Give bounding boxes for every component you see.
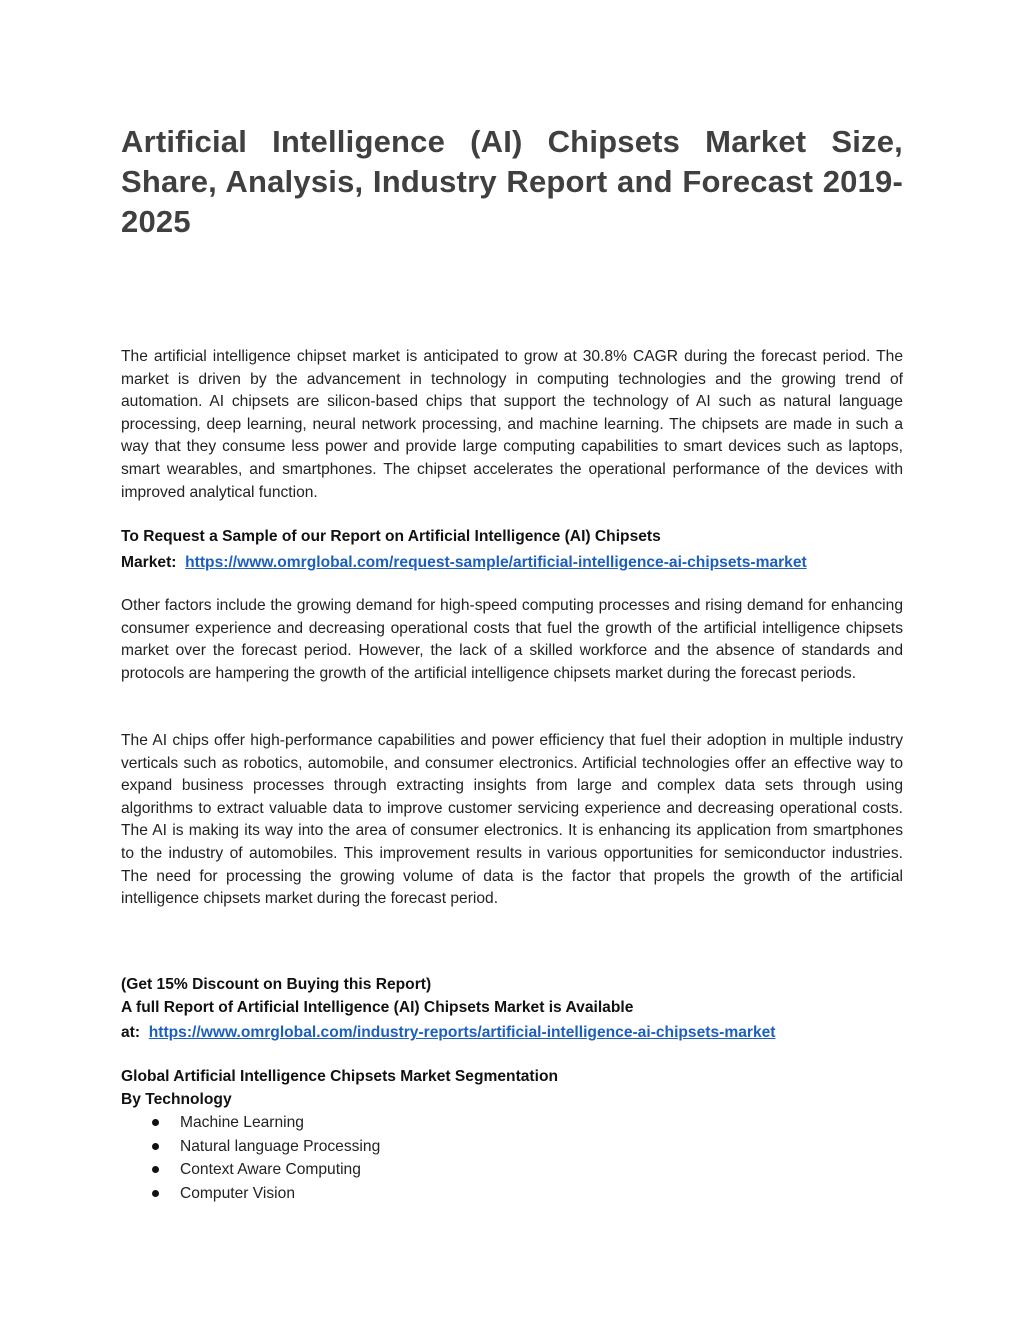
document-title: Artificial Intelligence (AI) Chipsets Market Size, Share, Analysis, Industry Report and Forecast 2019-2025: [121, 124, 903, 239]
list-item-label: Computer Vision: [180, 1184, 295, 1202]
ai-chips-paragraph: The AI chips offer high-performance capabilities and power efficiency that fuel their adoption in multiple industry verticals such as robotics, automobile, and consumer electronics. Artificial technologies offer an effective way to expand business processes through extracting insights from large and complex data sets through using algorithms to extract valuable data to improve customer servicing experience and decreasing operational costs. The AI is making its way into the area of consumer electronics. It is enhancing its application from smartphones to the industry of automobiles. This improvement results in various opportunities for semiconductor industries. The need for processing the growing volume of data is the factor that propels the growth of the artificial intelligence chipsets market during the forecast period.: [121, 732, 903, 908]
bullet-icon: [152, 1190, 159, 1197]
segmentation-subheading: By Technology: [121, 1090, 232, 1108]
full-report-link-line: [121, 1022, 903, 1045]
bullet-icon: [152, 1119, 159, 1126]
factors-section: [121, 595, 903, 685]
intro-section: [121, 346, 903, 504]
sample-request-text: To Request a Sample of our Report on Artificial Intelligence (AI) Chipsets: [121, 528, 661, 545]
discount-section: [121, 974, 903, 1045]
technology-list: [121, 1111, 903, 1205]
list-item-label: Context Aware Computing: [180, 1161, 361, 1179]
bullet-icon: [152, 1143, 159, 1150]
sample-request-link-line: [121, 552, 903, 575]
list-item-label: Machine Learning: [180, 1114, 304, 1132]
sample-request-link[interactable]: https://www.omrglobal.com/request-sample/artificial-intelligence-ai-chipsets-market: [185, 553, 807, 571]
discount-text: (Get 15% Discount on Buying this Report): [121, 976, 432, 993]
list-item: [121, 1135, 903, 1159]
list-item-label: Natural language Processing: [180, 1137, 381, 1155]
bullet-icon: [152, 1166, 159, 1173]
intro-paragraph: The artificial intelligence chipset market is anticipated to grow at 30.8% CAGR during the forecast period. The market is driven by the advancement in technology in computing technologies and the growing trend of automation. AI chipsets are silicon-based chips that support the technology of AI such as natural language processing, deep learning, neural network processing, and machine learning. The chipsets are made in such a way that they consume less power and provide large computing capabilities to smart devices such as laptops, smart wearables, and smartphones. The chipset accelerates the operational performance of the devices with improved analytical function.: [121, 348, 903, 501]
sample-request-section: [121, 526, 903, 574]
factors-paragraph: Other factors include the growing demand for high-speed computing processes and rising demand for enhancing consumer experience and decreasing operational costs that fuel the growth of the artificial intelligence chipsets market over the forecast period. However, the lack of a skilled workforce and the absence of standards and protocols are hampering the growth of the artificial intelligence chipsets market during the forecast periods.: [121, 597, 903, 682]
sample-request-prefix: Market:: [121, 553, 177, 571]
full-report-text: A full Report of Artificial Intelligence (AI) Chipsets Market is Available: [121, 998, 634, 1016]
full-report-link[interactable]: https://www.omrglobal.com/industry-reports/artificial-intelligence-ai-chipsets-market: [148, 1024, 776, 1042]
ai-chips-section: [121, 730, 903, 911]
list-item: [121, 1158, 903, 1182]
segmentation-section: [121, 1066, 903, 1205]
full-report-prefix: at:: [121, 1024, 141, 1042]
segmentation-heading: Global Artificial Intelligence Chipsets Market Segmentation: [121, 1068, 559, 1085]
list-item: [121, 1182, 903, 1206]
list-item: [121, 1111, 903, 1135]
